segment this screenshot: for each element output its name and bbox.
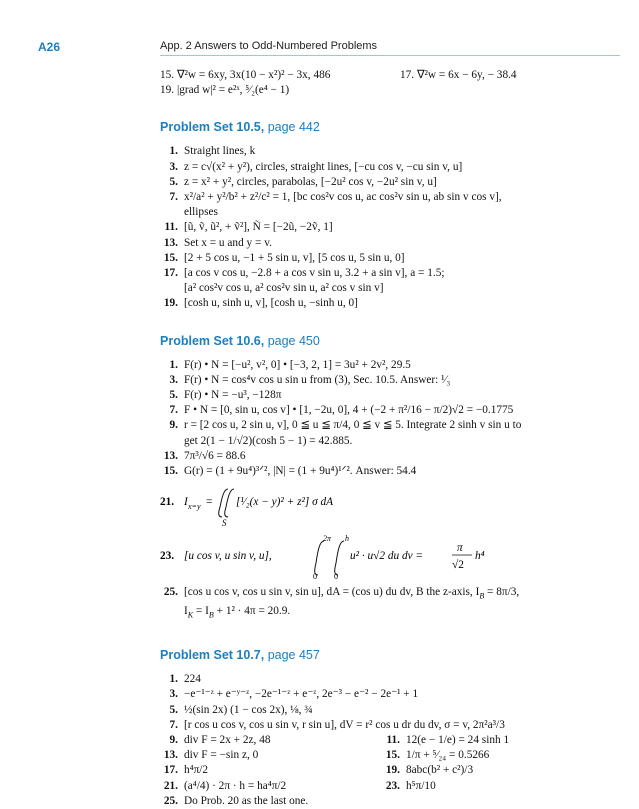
answer-text: x²/a² + y²/b² + z²/c² = 1, [bc cos²v cos u, ac cos²v sin u, ab sin v cos v],: [184, 191, 502, 204]
integral-sign: [335, 541, 344, 575]
answer-text: z = c√(x² + y²), circles, straight lines, [−cu cos v, −cu sin v, u]: [184, 160, 463, 173]
answer-number: 3.: [169, 160, 178, 173]
answer-line: [160, 266, 610, 281]
answer-line: [160, 190, 610, 205]
parametric-vector: [u cos v, u sin v, u],: [184, 550, 272, 563]
answer-text: 17. ∇²w = 6x − 6y, − 38.4: [400, 69, 517, 81]
answer-line: [160, 403, 610, 418]
answer-cell: [382, 763, 473, 778]
answer-number: 15.: [163, 251, 178, 264]
integral-sign: [225, 489, 234, 517]
answer-cell: [160, 733, 382, 748]
answer-text: h⁴π/2: [184, 764, 209, 777]
section-heading-10-6: [160, 334, 610, 348]
answers-body: [160, 68, 610, 809]
answer-text: F(r) • N = cos⁴v cos u sin u from (3), Sec. 10.5. Answer: ¹⁄₃: [184, 373, 451, 386]
answer-cell: [382, 733, 509, 748]
answer-number: 5.: [169, 175, 178, 188]
answer-text: z = x² + y², circles, parabolas, [−2u² cos v, −2u² sin v, u]: [184, 175, 437, 188]
answer-number: 23.: [385, 779, 400, 792]
answer-line: [160, 373, 610, 388]
answer-number: 15.: [385, 749, 400, 762]
answer-list-10-7: [160, 672, 610, 733]
answer-number: 7.: [169, 718, 178, 731]
integral-lhs: I: [184, 496, 188, 509]
answer-pairs-10-7: [160, 733, 610, 794]
answer-number: 19.: [163, 297, 178, 310]
answer-line-continued: [160, 434, 610, 449]
answer-text: + 1² · 4π = 20.9.: [213, 604, 291, 617]
answer-number: 1.: [169, 673, 178, 686]
answer-line: [160, 718, 610, 733]
answer-list-10-5: [160, 144, 610, 311]
section-page-ref: page 450: [267, 333, 320, 348]
answer-line: [160, 358, 610, 373]
iterated-integral-formula: [160, 531, 610, 581]
answer-number: 5.: [169, 389, 178, 402]
answer-text: G(r) = (1 + 9u⁴)³ᐟ², |N| = (1 + 9u⁴)¹ᐟ². Answer: 54.4: [184, 465, 417, 478]
answer-text: 224: [184, 673, 201, 686]
upper-limit: h: [345, 534, 349, 544]
answer-text: div F = −sin z, 0: [184, 749, 259, 762]
equals-sign: =: [206, 496, 213, 509]
answer-text: r = [2 cos u, 2 sin u, v], 0 ≦ u ≦ π/4, 0 ≦ v ≦ 5. Integrate 2 sinh v sin u to: [184, 419, 522, 432]
answer-number: 11.: [164, 221, 178, 234]
answer-text: [cosh u, sinh u, v], [cosh u, −sinh u, 0]: [184, 297, 358, 310]
answer-text: 1/π + ⁵⁄₂₄ = 0.5266: [406, 749, 490, 762]
answer-number: 21.: [163, 779, 178, 792]
answer-text: 12(e − 1/e) = 24 sinh 1: [406, 733, 510, 746]
answer-line: [160, 83, 610, 98]
answer-line: [160, 449, 610, 464]
integral-sign: [315, 541, 324, 575]
answer-text: get 2(1 − 1/√2)(cosh 5 − 1) = 42.885.: [184, 434, 353, 447]
answer-text: I: [184, 604, 188, 617]
subscript: K: [187, 609, 194, 619]
answer-cell: [382, 779, 436, 794]
answer-cell: [160, 779, 382, 794]
answer-text: (a⁴/4) · 2π · h = ha⁴π/2: [184, 779, 287, 792]
answer-text: = I: [193, 604, 209, 617]
double-integral-formula: [160, 483, 610, 527]
section-title: Problem Set 10.6,: [160, 333, 265, 348]
answer-list-10-6: [160, 358, 610, 480]
answer-number: 15.: [163, 465, 178, 478]
answer-number: 17.: [163, 267, 178, 280]
answer-line: [160, 68, 610, 83]
answer-pair-row: [160, 763, 610, 778]
answer-line: [160, 672, 610, 687]
answer-text: [r cos u cos v, cos u sin v, r sin u], dV = r² cos u dr du dv, σ = v, 2π²a³/3: [184, 718, 505, 731]
answer-text: −e⁻¹⁻ᶻ + e⁻ʸ⁻ᶻ, −2e⁻¹⁻ᶻ + e⁻ᶻ, 2e⁻³ − e⁻² − 2e⁻¹ + 1: [184, 688, 419, 701]
answer-number: 23.: [160, 550, 175, 563]
answer-text: Set x = u and y = v.: [184, 236, 272, 249]
answer-number: 7.: [169, 191, 178, 204]
answer-cell: [160, 763, 382, 778]
answer-line-continued: [160, 205, 610, 220]
answer-line-continued: [160, 604, 610, 622]
fraction-numerator: π: [457, 542, 463, 555]
answer-text: h⁵π/10: [406, 779, 436, 792]
section-heading-10-5: [160, 120, 610, 134]
answer-text: 7π³/√6 = 88.6: [184, 449, 246, 462]
answer-text: = 8π/3,: [484, 586, 520, 599]
answer-line: [160, 703, 610, 718]
answer-number: 13.: [163, 749, 178, 762]
answer-number: 5.: [169, 703, 178, 716]
answer-line: [160, 160, 610, 175]
page-header: [0, 0, 639, 56]
result-factor: h⁴: [475, 550, 485, 563]
answer-pair-row: [160, 779, 610, 794]
subscript: B: [208, 609, 214, 619]
answer-line: [160, 236, 610, 251]
answer-line: [160, 144, 610, 159]
answer-number: 11.: [386, 733, 400, 746]
answer-text: F(r) • N = [−u², v², 0] • [−3, 2, 1] = 3u² + 2v², 29.5: [184, 358, 411, 371]
integrand: [¹⁄₂(x − y)² + z²] σ dA: [236, 496, 334, 509]
lower-limit: 0: [334, 572, 338, 582]
answer-number: 7.: [169, 404, 178, 417]
answer-number: 13.: [163, 236, 178, 249]
section-page-ref: page 457: [267, 648, 320, 663]
page-number: A26: [38, 40, 61, 54]
answer-line: [160, 175, 610, 190]
answer-text: ellipses: [184, 206, 218, 219]
answer-number: 19.: [385, 764, 400, 777]
answer-number: 1.: [169, 145, 178, 158]
answer-cell: [160, 748, 382, 763]
answer-number: 3.: [169, 373, 178, 386]
answer-line-continued: [160, 281, 610, 296]
answer-number: 9.: [169, 733, 178, 746]
answer-number: 9.: [169, 419, 178, 432]
lower-limit: 0: [313, 572, 317, 582]
answer-pair-row: [160, 748, 610, 763]
fraction-denominator: √2: [452, 559, 464, 572]
answer-text: F • N = [0, sin u, cos v] • [1, −2u, 0], 4 + (−2 + π²/16 − π/2)√2 = −0.1775: [184, 404, 514, 417]
answer-text: Do Prob. 20 as the last one.: [184, 794, 309, 807]
answer-text: [a cos v cos u, −2.8 + a cos v sin u, 3.2 + a sin v], a = 1.5;: [184, 267, 445, 280]
answer-cell: [382, 748, 489, 763]
answer-number: 25.: [163, 586, 178, 599]
integral-lhs-subscript: x=y: [188, 502, 201, 512]
answer-number: 25.: [163, 794, 178, 807]
section-title: Problem Set 10.5,: [160, 120, 265, 135]
answer-text: [cos u cos v, cos u sin v, sin u], dA = (cos u) du dv, B the z-axis, I: [184, 586, 480, 599]
answer-line: [160, 585, 610, 603]
answer-number: 21.: [160, 496, 175, 509]
subscript: B: [479, 591, 485, 601]
answer-number: 1.: [169, 358, 178, 371]
answer-23-integral: [160, 531, 610, 581]
running-title: App. 2 Answers to Odd-Numbered Problems: [160, 40, 378, 52]
header-rule: [160, 55, 620, 56]
integrand: u² · u√2 du dv =: [350, 550, 424, 563]
section-page-ref: page 442: [267, 120, 320, 135]
answer-21-integral: [160, 483, 610, 527]
answer-number: 13.: [163, 449, 178, 462]
answer-line: [160, 687, 610, 702]
answer-text: F(r) • N = −u³, −128π: [184, 389, 282, 402]
answer-text: 8abc(b² + c²)/3: [406, 764, 474, 777]
answer-text: [2 + 5 cos u, −1 + 5 sin u, v], [5 cos u, 5 sin u, 0]: [184, 251, 405, 264]
answer-text: 19. |grad w|² = e²ˣ, ⁵⁄₂(e⁴ − 1): [160, 84, 290, 97]
answer-text: ½(sin 2x) (1 − cos 2x), ⅛, ¾: [184, 703, 313, 716]
answer-text: Straight lines, k: [184, 145, 256, 158]
answer-line: [160, 220, 610, 235]
answer-line: [160, 418, 610, 433]
answer-number: 17.: [163, 764, 178, 777]
answer-text: [ũ, ṽ, ũ², + ṽ²], Ñ = [−2ũ, −2ṽ, 1]: [184, 221, 333, 234]
answer-pair-row: [160, 733, 610, 748]
answer-line: [160, 464, 610, 479]
answer-text: 15. ∇²w = 6xy, 3x(10 − x²)² − 3x, 486: [160, 69, 331, 81]
answer-number: 3.: [169, 688, 178, 701]
answer-text: [a² cos²v cos u, a² cos²v sin u, a² cos v sin v]: [184, 282, 384, 295]
section-title: Problem Set 10.7,: [160, 648, 265, 663]
section-heading-10-7: [160, 648, 610, 662]
answer-line: [160, 388, 610, 403]
answer-line: [160, 296, 610, 311]
answer-line: [160, 794, 610, 809]
answer-text: div F = 2x + 2z, 48: [184, 733, 271, 746]
answer-line: [160, 251, 610, 266]
integral-domain: S: [222, 518, 227, 528]
upper-limit: 2π: [323, 534, 332, 544]
